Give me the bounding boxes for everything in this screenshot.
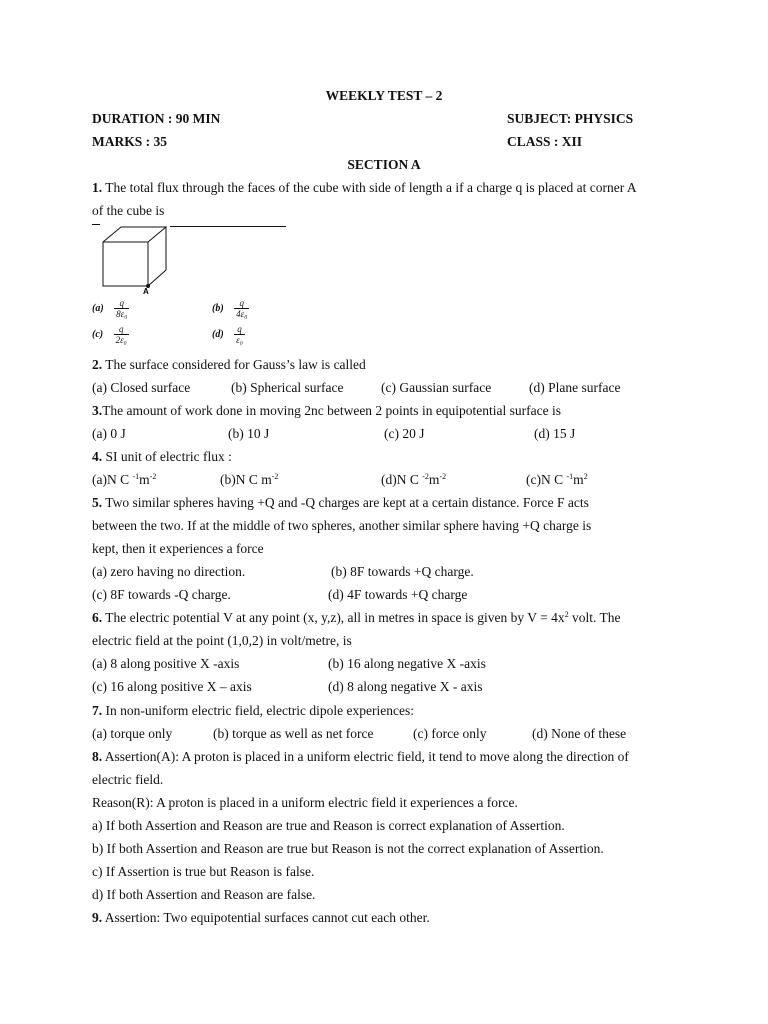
section-title: SECTION A: [347, 157, 421, 172]
cube-right-edges: [148, 227, 166, 286]
question-8-reason: Reason(R): A proton is placed in a uniform electric field it experiences a force.: [92, 795, 518, 810]
question-number: 8.: [92, 749, 103, 764]
q8-option-c[interactable]: c) If Assertion is true but Reason is false.: [92, 864, 315, 879]
q7-option-d[interactable]: (d) None of these: [532, 726, 627, 741]
question-number: 3.: [92, 403, 103, 418]
question-number: 1.: [92, 180, 103, 195]
question-number: 4.: [92, 449, 103, 464]
q7-option-a[interactable]: (a) torque only: [92, 726, 173, 741]
question-text: Two similar spheres having +Q and -Q charges are kept at a certain distance. Force F acts: [105, 495, 589, 510]
class: CLASS : XII: [507, 134, 583, 149]
q8-option-a[interactable]: a) If both Assertion and Reason are true and Reason is correct explanation of Assertion.: [92, 818, 565, 833]
q2-option-a[interactable]: (a) Closed surface: [92, 380, 191, 395]
question-text: The electric potential V at any point (x, y,z), all in metres in space is given by $V = 4x^2$ volt. The: [105, 610, 621, 625]
q1-option-a[interactable]: (a) $\frac{q}{\text{8ε₀}}$: [92, 298, 128, 320]
q4-option-c[interactable]: (c)N C $^{-1}m^2$: [526, 472, 588, 487]
cube-figure: [98, 224, 174, 296]
q1-option-b[interactable]: (b) $\frac{q}{\text{4ε₀}}$: [212, 298, 248, 320]
question-number: 5.: [92, 495, 103, 510]
q3-option-a[interactable]: (a) 0 J: [92, 426, 126, 441]
cube-front-face: [103, 242, 148, 286]
question-5-cont-1: between the two. If at the middle of two spheres, another similar sphere having +Q charge is: [92, 518, 592, 533]
question-text: SI unit of electric flux :: [105, 449, 232, 464]
question-8-cont: electric field.: [92, 772, 164, 787]
question-text: In non-uniform electric field, electric dipole experiences:: [105, 703, 414, 718]
question-5: [92, 495, 589, 511]
question-4: [92, 449, 232, 465]
question-text: The amount of work done in moving 2nc between 2 points in equipotential surface is: [102, 403, 562, 418]
q6-option-c[interactable]: (c) 16 along positive X – axis: [92, 679, 252, 694]
question-text: The total flux through the faces of the cube with side of length a if a charge q is placed at corner A: [105, 180, 637, 195]
question-text: The surface considered for Gauss’s law is called: [105, 357, 366, 372]
q2-option-d[interactable]: (d) Plane surface: [529, 380, 621, 395]
q5-option-a[interactable]: (a) zero having no direction.: [92, 564, 246, 579]
question-text: Assertion(A): A proton is placed in a uniform electric field, it tend to move along the direction of: [104, 749, 629, 764]
question-7: [92, 703, 414, 719]
q3-option-c[interactable]: (c) 20 J: [384, 426, 425, 441]
question-2: [92, 357, 366, 373]
answer-blank-line: [170, 226, 286, 227]
question-number: 6.: [92, 610, 103, 625]
q3-option-b[interactable]: (b) 10 J: [228, 426, 270, 441]
q4-option-a[interactable]: (a)N C $^{-1}m^{-2}$: [92, 472, 157, 487]
q7-option-b[interactable]: (b) torque as well as net force: [213, 726, 374, 741]
question-8: [92, 749, 629, 765]
q1-option-c[interactable]: (c) $\frac{q}{\text{2ε₀}}$: [92, 324, 127, 346]
question-number: 7.: [92, 703, 103, 718]
question-number: 2.: [92, 357, 103, 372]
marks: MARKS : 35: [92, 134, 167, 149]
question-text: Assertion: Two equipotential surfaces cannot cut each other.: [104, 910, 430, 925]
question-6-cont: electric field at the point (1,0,2) in volt/metre, is: [92, 633, 352, 648]
q5-option-c[interactable]: (c) 8F towards -Q charge.: [92, 587, 231, 602]
duration: DURATION : 90 MIN: [92, 111, 221, 126]
q6-option-b[interactable]: (b) 16 along negative X -axis: [328, 656, 486, 671]
q5-option-b[interactable]: (b) 8F towards +Q charge.: [331, 564, 474, 579]
q4-option-d[interactable]: (d)N C $^{-2}m^{-2}$: [381, 472, 447, 487]
question-9: [92, 910, 430, 926]
q7-option-c[interactable]: (c) force only: [413, 726, 487, 741]
test-title: WEEKLY TEST – 2: [325, 88, 443, 103]
q5-option-d[interactable]: (d) 4F towards +Q charge: [328, 587, 468, 602]
question-3: [92, 403, 561, 419]
q6-option-d[interactable]: (d) 8 along negative X - axis: [328, 679, 483, 694]
question-5-cont-2: kept, then it experiences a force: [92, 541, 264, 556]
corner-a-label: A: [143, 287, 149, 296]
question-1: [92, 180, 637, 196]
q2-option-b[interactable]: (b) Spherical surface: [231, 380, 344, 395]
question-1-cont: of the cube is: [92, 203, 165, 218]
q1-option-d[interactable]: (d) $\frac{q}{\text{ε₀}}$: [212, 324, 243, 346]
q6-option-a[interactable]: (a) 8 along positive X -axis: [92, 656, 240, 671]
question-number: 9.: [92, 910, 103, 925]
q8-option-d[interactable]: d) If both Assertion and Reason are false.: [92, 887, 316, 902]
subject: SUBJECT: PHYSICS: [507, 111, 634, 126]
q2-option-c[interactable]: (c) Gaussian surface: [381, 380, 492, 395]
question-6: [92, 610, 621, 626]
q8-option-b[interactable]: b) If both Assertion and Reason are true but Reason is not the correct explanation of Assertion.: [92, 841, 604, 856]
q3-option-d[interactable]: (d) 15 J: [534, 426, 576, 441]
cube-top-edges: [103, 227, 166, 242]
q4-option-b[interactable]: (b)N C $m^{-2}$: [220, 472, 279, 487]
